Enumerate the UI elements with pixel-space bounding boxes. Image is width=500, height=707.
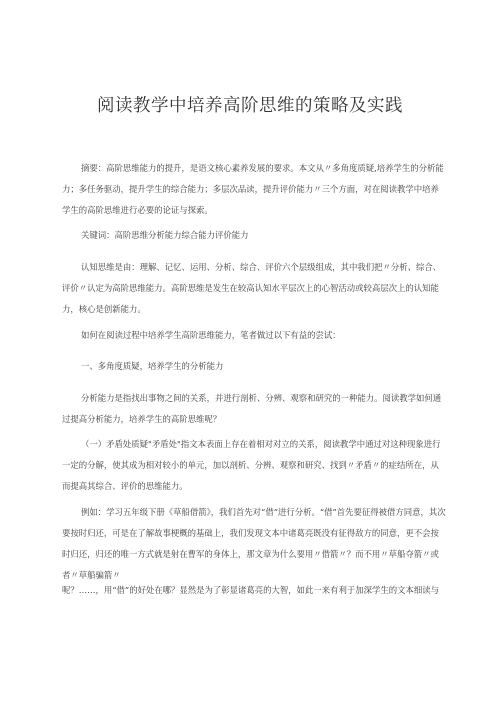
intro-paragraph: 如何在阅读过程中培养学生高阶思维能力，笔者做过以下有益的尝试： [81,330,341,340]
keywords-paragraph: 关键词：高阶思维分析能力综合能力评价能力 [81,230,249,240]
example-paragraph: 例如：学习五年级下册《草船借箭》，我们首先对“借”进行分析。“借”首先要征得被借方同意，其次要按时归还，可是在了解故事梗概的基础上，我们发现文本中诸葛亮既没有征得敌方的同意，更不会按时归还，归还的唯一方式就是射在曹军的身体上，那文章为什么要用〃借箭〃？而不用〃草船夺箭〃或者〃草船骗箭〃 [62,507,446,580]
section-heading-1: 一、多角度质疑，培养学生的分析能力 [81,361,224,371]
subsection-paragraph-1: （一）矛盾处质疑"矛盾处"指文本表面上存在着相对对立的关系，阅读教学中通过对这种现象进行一定的分解，使其成为相对较小的单元，加以剖析、分辨、观察和研究、找到〃矛盾〃的症结所在，从而提高其综合、评价的思维能力。 [62,439,441,491]
definition-paragraph: 认知思维是由：理解、记忆、运用、分析、综合、评价六个层级组成，其中我们把〃分析、综合、评价〃认定为高阶思维能力。高阶思维是发生在较高认知水平层次上的心智活动或较高层次上的认知能力，核心是创新能力。 [62,262,442,314]
abstract-paragraph: 摘要：高阶思维能力的提升，是语文核心素养发展的要求。本文从〃多角度质疑,培养学生的分析能力；多任务驱动，提升学生的综合能力；多层次品读，提升评价能力〃三个方面，对在阅读教学中培养学生的高阶思维进行必要的论证与探索。 [62,163,444,215]
document-title: 阅读教学中培养高阶思维的策略及实践 [97,96,403,116]
analysis-paragraph: 分析能力是指找出事物之间的关系，并进行剖析、分辨、观察和研究的一种能力。阅读教学如何通过提高分析能力，培养学生的高阶思维呢？ [62,393,442,424]
continuation-paragraph: 呢？……，用“借”的好处在哪？显然是为了彰显诸葛亮的大智，如此一来有利于加深学生的文本细读与 [62,585,440,595]
